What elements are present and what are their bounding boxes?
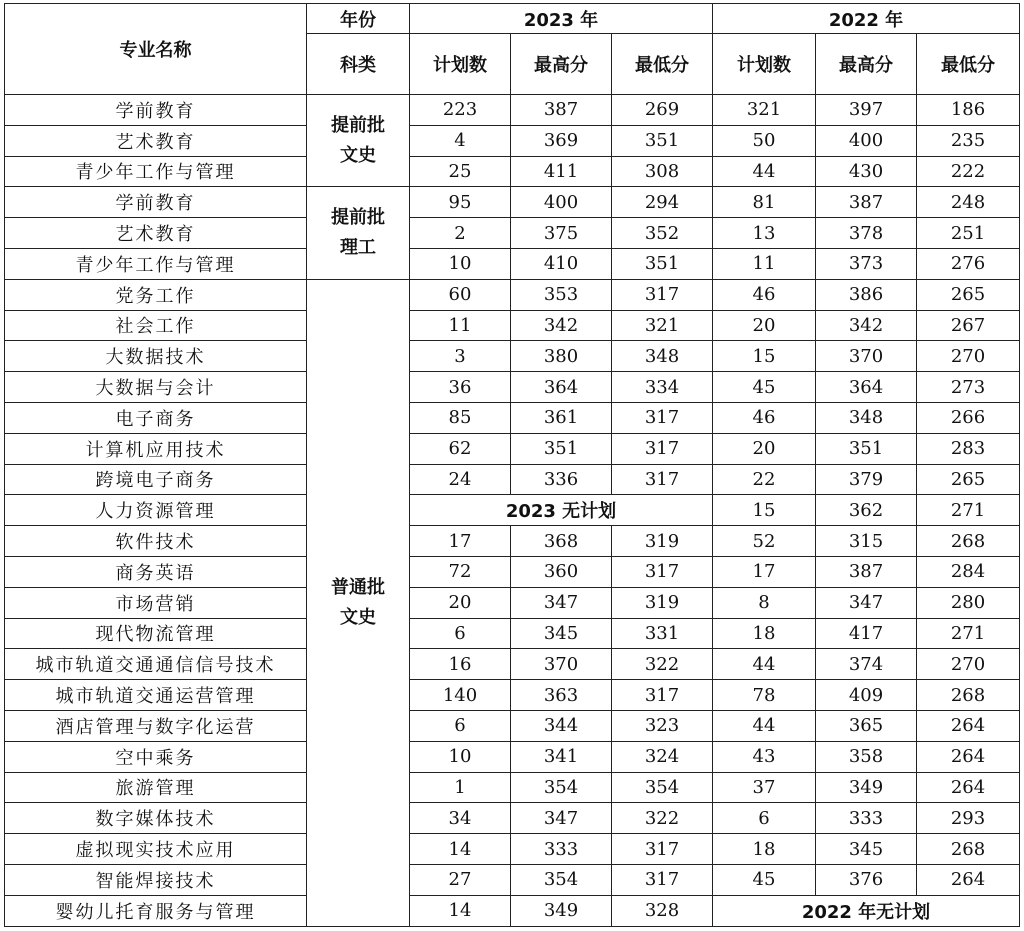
major-name-cell: 智能焊接技术 [5,864,307,895]
y2022-plan-cell: 44 [713,649,816,680]
y2022-min-cell: 266 [917,402,1020,433]
y2023-plan-cell: 140 [410,680,511,711]
major-name-cell: 大数据与会计 [5,372,307,403]
y2022-max-cell: 376 [816,864,917,895]
table-row [5,680,1020,711]
y2023-min-cell: 319 [612,526,713,557]
y2022-min-cell: 273 [917,372,1020,403]
y2022-max-cell: 365 [816,710,917,741]
y2023-plan-cell: 17 [410,526,511,557]
y2022-max-cell: 370 [816,341,917,372]
header-2023-min: 最低分 [612,34,713,95]
admission-score-table [4,3,1020,927]
y2022-min-cell: 264 [917,864,1020,895]
major-name-cell: 软件技术 [5,526,307,557]
y2023-min-cell: 334 [612,372,713,403]
category-line: 提前批 [331,207,385,229]
y2023-min-cell: 317 [612,556,713,587]
y2022-plan-cell: 22 [713,464,816,495]
major-name-cell: 学前教育 [5,187,307,218]
y2022-max-cell: 349 [816,772,917,803]
y2022-plan-cell: 46 [713,279,816,310]
y2023-min-cell: 348 [612,341,713,372]
major-name-cell: 学前教育 [5,95,307,126]
major-name-cell: 旅游管理 [5,772,307,803]
y2022-max-cell: 379 [816,464,917,495]
category-cell [307,187,410,279]
table-row [5,649,1020,680]
y2022-max-cell: 400 [816,125,917,156]
table-row [5,803,1020,834]
y2023-min-cell: 317 [612,433,713,464]
y2023-min-cell: 317 [612,464,713,495]
y2023-max-cell: 387 [511,95,612,126]
y2023-plan-cell: 11 [410,310,511,341]
y2022-plan-cell: 81 [713,187,816,218]
y2022-plan-cell: 17 [713,556,816,587]
y2023-max-cell: 370 [511,649,612,680]
major-name-cell: 酒店管理与数字化运营 [5,710,307,741]
header-year-2022: 2022 年 [713,4,1020,34]
y2022-min-cell: 280 [917,587,1020,618]
major-name-cell: 艺术教育 [5,125,307,156]
y2022-min-cell: 251 [917,218,1020,249]
y2023-max-cell: 344 [511,710,612,741]
major-name-cell: 青少年工作与管理 [5,248,307,279]
table-row [5,218,1020,249]
y2023-max-cell: 341 [511,741,612,772]
y2023-plan-cell: 20 [410,587,511,618]
y2022-max-cell: 342 [816,310,917,341]
y2023-min-cell: 351 [612,248,713,279]
y2022-max-cell: 364 [816,372,917,403]
y2023-max-cell: 345 [511,618,612,649]
y2022-min-cell: 235 [917,125,1020,156]
y2023-max-cell: 354 [511,864,612,895]
y2023-plan-cell: 14 [410,895,511,926]
table-row [5,187,1020,218]
y2022-min-cell: 264 [917,772,1020,803]
y2022-max-cell: 362 [816,495,917,526]
y2023-plan-cell: 36 [410,372,511,403]
table-row [5,95,1020,126]
y2022-max-cell: 373 [816,248,917,279]
major-name-cell: 市场营销 [5,587,307,618]
y2023-max-cell: 342 [511,310,612,341]
major-name-cell: 大数据技术 [5,341,307,372]
y2022-min-cell: 264 [917,710,1020,741]
y2023-plan-cell: 24 [410,464,511,495]
y2022-plan-cell: 13 [713,218,816,249]
y2023-max-cell: 347 [511,587,612,618]
y2022-plan-cell: 321 [713,95,816,126]
y2022-max-cell: 348 [816,402,917,433]
header-category-label: 科类 [307,34,410,95]
y2022-plan-cell: 46 [713,402,816,433]
y2022-max-cell: 347 [816,587,917,618]
y2022-plan-cell: 45 [713,372,816,403]
major-name-cell: 数字媒体技术 [5,803,307,834]
y2022-min-cell: 271 [917,495,1020,526]
y2023-min-cell: 317 [612,834,713,865]
y2022-plan-cell: 6 [713,803,816,834]
y2022-min-cell: 267 [917,310,1020,341]
header-row-years [5,4,1020,34]
header-2022-plan: 计划数 [713,34,816,95]
major-name-cell: 空中乘务 [5,741,307,772]
major-name-cell: 现代物流管理 [5,618,307,649]
y2023-min-cell: 317 [612,864,713,895]
y2023-min-cell: 321 [612,310,713,341]
table-row [5,464,1020,495]
category-cell [307,95,410,187]
category-cell [307,279,410,926]
y2023-max-cell: 349 [511,895,612,926]
y2022-plan-cell: 78 [713,680,816,711]
y2022-min-cell: 268 [917,680,1020,711]
table-row [5,372,1020,403]
y2023-plan-cell: 10 [410,248,511,279]
y2023-plan-cell: 2 [410,218,511,249]
y2022-plan-cell: 15 [713,341,816,372]
y2023-max-cell: 347 [511,803,612,834]
table-row [5,279,1020,310]
y2023-min-cell: 331 [612,618,713,649]
y2022-max-cell: 351 [816,433,917,464]
y2023-max-cell: 364 [511,372,612,403]
y2023-plan-cell: 1 [410,772,511,803]
y2022-min-cell: 268 [917,526,1020,557]
y2022-min-cell: 248 [917,187,1020,218]
y2023-plan-cell: 72 [410,556,511,587]
major-name-cell: 党务工作 [5,279,307,310]
y2023-max-cell: 336 [511,464,612,495]
y2022-plan-cell: 52 [713,526,816,557]
y2023-plan-cell: 10 [410,741,511,772]
y2023-max-cell: 400 [511,187,612,218]
major-name-cell: 跨境电子商务 [5,464,307,495]
y2023-min-cell: 354 [612,772,713,803]
y2022-plan-cell: 44 [713,156,816,187]
y2022-max-cell: 387 [816,556,917,587]
major-name-cell: 艺术教育 [5,218,307,249]
y2022-min-cell: 264 [917,741,1020,772]
y2023-min-cell: 328 [612,895,713,926]
y2023-min-cell: 322 [612,803,713,834]
y2022-min-cell: 186 [917,95,1020,126]
y2023-max-cell: 410 [511,248,612,279]
major-name-cell: 城市轨道交通运营管理 [5,680,307,711]
y2023-plan-cell: 4 [410,125,511,156]
y2022-plan-cell: 20 [713,310,816,341]
y2022-min-cell: 268 [917,834,1020,865]
y2022-min-cell: 265 [917,279,1020,310]
y2022-max-cell: 387 [816,187,917,218]
y2023-min-cell: 317 [612,279,713,310]
no-plan-note-y2022: 2022 年无计划 [713,895,1020,926]
y2023-min-cell: 317 [612,680,713,711]
table-row [5,556,1020,587]
y2022-max-cell: 333 [816,803,917,834]
y2022-min-cell: 270 [917,649,1020,680]
y2022-max-cell: 386 [816,279,917,310]
major-name-cell: 电子商务 [5,402,307,433]
y2023-max-cell: 411 [511,156,612,187]
y2023-plan-cell: 6 [410,710,511,741]
y2022-max-cell: 397 [816,95,917,126]
y2023-plan-cell: 34 [410,803,511,834]
y2023-max-cell: 368 [511,526,612,557]
major-name-cell: 人力资源管理 [5,495,307,526]
y2022-plan-cell: 45 [713,864,816,895]
table-row [5,587,1020,618]
y2023-plan-cell: 3 [410,341,511,372]
y2023-max-cell: 351 [511,433,612,464]
category-line: 普通批 [331,576,385,598]
header-year-label: 年份 [307,4,410,34]
y2023-plan-cell: 6 [410,618,511,649]
y2022-plan-cell: 18 [713,834,816,865]
table-row [5,341,1020,372]
y2023-plan-cell: 85 [410,402,511,433]
y2022-plan-cell: 44 [713,710,816,741]
header-year-2023: 2023 年 [410,4,713,34]
y2023-max-cell: 375 [511,218,612,249]
y2022-max-cell: 315 [816,526,917,557]
y2022-max-cell: 378 [816,218,917,249]
major-name-cell: 社会工作 [5,310,307,341]
y2022-plan-cell: 11 [713,248,816,279]
table-row [5,710,1020,741]
table-row [5,618,1020,649]
header-2023-plan: 计划数 [410,34,511,95]
table-row [5,741,1020,772]
major-name-cell: 计算机应用技术 [5,433,307,464]
y2023-max-cell: 363 [511,680,612,711]
y2023-max-cell: 353 [511,279,612,310]
admission-score-table-container [4,3,1020,927]
y2023-min-cell: 319 [612,587,713,618]
major-name-cell: 商务英语 [5,556,307,587]
y2022-min-cell: 271 [917,618,1020,649]
table-row [5,772,1020,803]
y2023-plan-cell: 14 [410,834,511,865]
y2022-max-cell: 417 [816,618,917,649]
y2023-plan-cell: 16 [410,649,511,680]
table-row [5,402,1020,433]
y2023-max-cell: 354 [511,772,612,803]
table-row [5,310,1020,341]
major-name-cell: 青少年工作与管理 [5,156,307,187]
y2023-plan-cell: 25 [410,156,511,187]
major-name-cell: 城市轨道交通通信信号技术 [5,649,307,680]
y2022-min-cell: 270 [917,341,1020,372]
y2023-min-cell: 322 [612,649,713,680]
y2023-max-cell: 380 [511,341,612,372]
table-row [5,834,1020,865]
y2023-min-cell: 323 [612,710,713,741]
y2023-plan-cell: 62 [410,433,511,464]
y2023-max-cell: 360 [511,556,612,587]
y2023-min-cell: 317 [612,402,713,433]
table-row [5,433,1020,464]
table-row [5,248,1020,279]
y2022-plan-cell: 15 [713,495,816,526]
y2023-plan-cell: 60 [410,279,511,310]
y2022-min-cell: 265 [917,464,1020,495]
no-plan-note-y2023: 2023 无计划 [410,495,713,526]
y2022-plan-cell: 50 [713,125,816,156]
y2023-min-cell: 269 [612,95,713,126]
table-body [5,95,1020,927]
table-row [5,895,1020,926]
header-2023-max: 最高分 [511,34,612,95]
y2023-max-cell: 333 [511,834,612,865]
y2023-plan-cell: 95 [410,187,511,218]
y2023-max-cell: 369 [511,125,612,156]
y2023-min-cell: 352 [612,218,713,249]
y2022-min-cell: 276 [917,248,1020,279]
table-row [5,495,1020,526]
y2022-plan-cell: 43 [713,741,816,772]
y2023-min-cell: 324 [612,741,713,772]
y2022-min-cell: 293 [917,803,1020,834]
table-row [5,526,1020,557]
y2023-max-cell: 361 [511,402,612,433]
y2023-min-cell: 351 [612,125,713,156]
y2022-max-cell: 374 [816,649,917,680]
y2022-max-cell: 358 [816,741,917,772]
header-major-name: 专业名称 [5,4,307,95]
category-line: 理工 [340,237,376,259]
y2022-plan-cell: 20 [713,433,816,464]
y2022-plan-cell: 37 [713,772,816,803]
y2022-min-cell: 222 [917,156,1020,187]
major-name-cell: 虚拟现实技术应用 [5,834,307,865]
y2023-plan-cell: 223 [410,95,511,126]
table-row [5,156,1020,187]
y2022-max-cell: 430 [816,156,917,187]
y2022-plan-cell: 18 [713,618,816,649]
y2022-max-cell: 409 [816,680,917,711]
table-row [5,125,1020,156]
y2022-plan-cell: 8 [713,587,816,618]
y2023-plan-cell: 27 [410,864,511,895]
header-2022-max: 最高分 [816,34,917,95]
table-row [5,864,1020,895]
y2022-min-cell: 283 [917,433,1020,464]
category-line: 提前批 [331,114,385,136]
header-2022-min: 最低分 [917,34,1020,95]
y2023-min-cell: 308 [612,156,713,187]
y2022-max-cell: 345 [816,834,917,865]
y2022-min-cell: 284 [917,556,1020,587]
category-line: 文史 [340,144,376,166]
category-line: 文史 [340,606,376,628]
major-name-cell: 婴幼儿托育服务与管理 [5,895,307,926]
y2023-min-cell: 294 [612,187,713,218]
